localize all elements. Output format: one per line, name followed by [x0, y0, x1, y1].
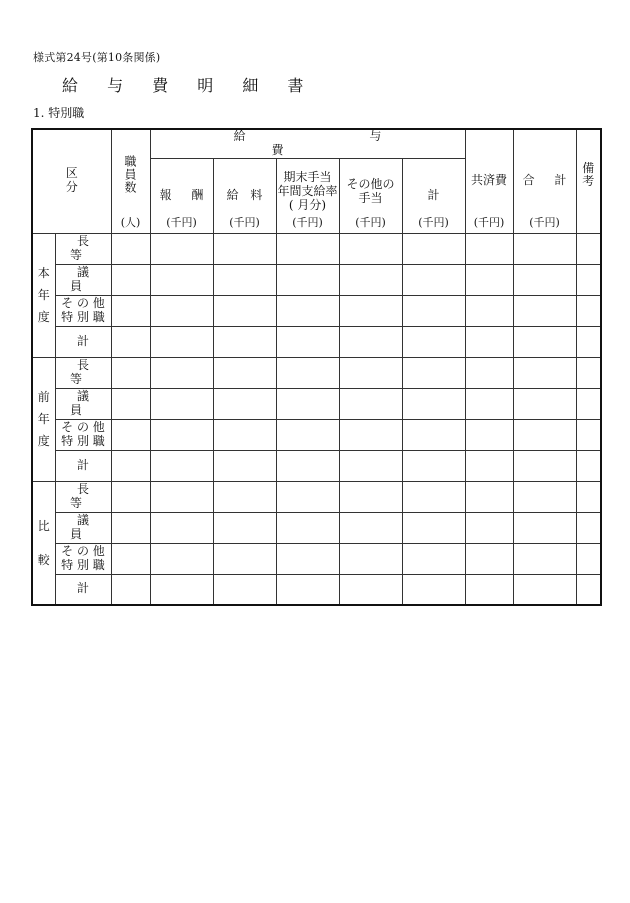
- row-label-sonota: そ の 他 特 別 職: [55, 295, 111, 326]
- table-row: [32, 388, 601, 419]
- row-label-chou: 長 等: [55, 233, 111, 264]
- table-row: [32, 357, 601, 388]
- header-kyosai: 共済費 (千円): [465, 129, 513, 233]
- row-label-giin: 議 員: [55, 388, 111, 419]
- group-label-current-year: 本 年 度: [32, 233, 55, 357]
- header-kei: 計 (千円): [402, 158, 465, 233]
- table-row: [32, 419, 601, 450]
- table-row: [32, 264, 601, 295]
- section-heading: 1. 特別職: [33, 106, 85, 120]
- table-row: [32, 481, 601, 512]
- group-label-previous-year: 前 年 度: [32, 357, 55, 481]
- header-sonota-teate: その他の 手当 (千円): [339, 158, 402, 233]
- row-label-giin: 議 員: [55, 512, 111, 543]
- table-row: [32, 574, 601, 605]
- row-label-sonota: そ の 他 特 別 職: [55, 543, 111, 574]
- header-kyuryo: 給 料 (千円): [213, 158, 276, 233]
- row-label-chou: 長 等: [55, 481, 111, 512]
- row-label-kei: 計: [55, 574, 111, 605]
- header-kimatsu: 期末手当 年間支給率 ( 月分) (千円): [276, 158, 339, 233]
- row-label-kei: 計: [55, 450, 111, 481]
- table-row: [32, 233, 601, 264]
- table-row: [32, 543, 601, 574]
- header-housyu: 報 酬 (千円): [150, 158, 213, 233]
- header-salary-group: 給 与 費: [150, 129, 465, 158]
- form-number: 様式第24号(第10条関係): [33, 51, 161, 64]
- header-kubun: 区 分: [32, 129, 111, 233]
- salary-detail-table: [31, 128, 602, 606]
- document-title: 給 与 費 明 細 書: [62, 76, 316, 95]
- table-row: [32, 326, 601, 357]
- group-label-comparison: 比 較: [32, 481, 55, 605]
- table-row: [32, 295, 601, 326]
- row-label-chou: 長 等: [55, 357, 111, 388]
- header-staff-count: 職 員 数 (人): [111, 129, 150, 233]
- table-row: [32, 450, 601, 481]
- row-label-sonota: そ の 他 特 別 職: [55, 419, 111, 450]
- row-label-giin: 議 員: [55, 264, 111, 295]
- table-row: [32, 512, 601, 543]
- header-biko: 備 考: [576, 129, 601, 233]
- header-goukei: 合 計 (千円): [513, 129, 576, 233]
- row-label-kei: 計: [55, 326, 111, 357]
